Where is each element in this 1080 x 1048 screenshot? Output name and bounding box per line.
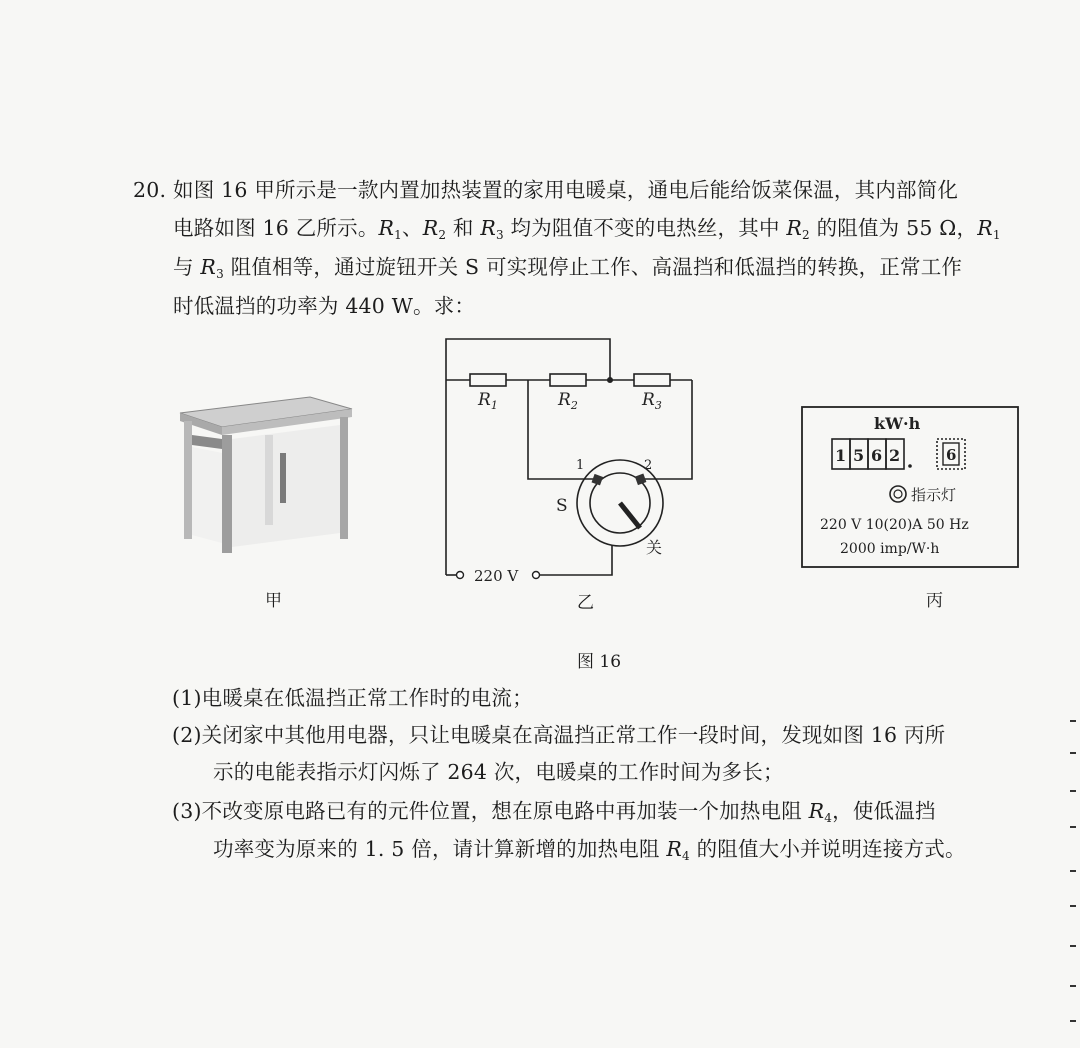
caption-jia: 甲 (265, 591, 282, 611)
scan-mark (1070, 720, 1076, 722)
caption-bing: 丙 (926, 591, 943, 611)
meter-digit-1: 1 (835, 446, 847, 465)
meter-digit-decimal: 6 (946, 446, 957, 464)
meter-indicator-label: 指示灯 (911, 486, 957, 504)
label-r2: $R_2$ (558, 390, 578, 412)
scan-mark (1070, 752, 1076, 754)
meter-digit-3: 6 (871, 446, 883, 465)
circuit-diagram (430, 325, 710, 595)
question-number: 20. (133, 178, 167, 202)
question-line-3: 与 $R_3$ 阻值相等，通过旋钮开关 S 可实现停止工作、高温挡和低温挡的转换，正常工作 (173, 255, 963, 281)
caption-yi: 乙 (577, 593, 594, 613)
meter-digit-2: 5 (853, 446, 865, 465)
subquestion-3-line-1: (3)不改变原电路已有的元件位置，想在原电路中再加装一个加热电阻 $R_4$，使低温挡 (172, 799, 936, 825)
question-line-1: 如图 16 甲所示是一款内置加热装置的家用电暖桌，通电后能给饭菜保温，其内部简化 (173, 178, 959, 202)
subquestion-3-line-2: 功率变为原来的 1. 5 倍，请计算新增的加热电阻 $R_4$ 的阻值大小并说明连接方式。 (213, 837, 966, 863)
label-switch: S (556, 496, 568, 516)
label-r1: $R_1$ (478, 390, 498, 412)
scan-mark (1070, 826, 1076, 828)
question-line-2: 电路如图 16 乙所示。$R_1$、$R_2$ 和 $R_3$ 均为阻值不变的电热丝，其中 $R_2$ 的阻值为 55 Ω，$R_1$ (173, 216, 1001, 242)
scan-mark (1070, 985, 1076, 987)
figure-group-caption: 图 16 (577, 652, 622, 672)
scan-mark (1070, 870, 1076, 872)
label-pos2: 2 (644, 458, 653, 473)
label-pos1: 1 (576, 458, 585, 473)
subquestion-1: (1)电暖桌在低温挡正常工作时的电流； (172, 686, 533, 710)
subquestion-2-line-1: (2)关闭家中其他用电器，只让电暖桌在高温挡正常工作一段时间，发现如图 16 丙所 (172, 723, 946, 747)
scan-mark (1070, 1020, 1076, 1022)
energy-meter (800, 405, 1022, 571)
heating-table-image (170, 395, 360, 555)
subquestion-2-line-2: 示的电能表指示灯闪烁了 264 次，电暖桌的工作时间为多长； (213, 760, 784, 784)
question-line-4: 时低温挡的功率为 440 W。求： (173, 294, 476, 318)
label-voltage: 220 V (474, 567, 519, 585)
scan-mark (1070, 945, 1076, 947)
scan-mark (1070, 905, 1076, 907)
meter-digit-4: 2 (889, 446, 901, 465)
meter-unit: kW·h (874, 414, 921, 433)
scan-mark (1070, 790, 1076, 792)
label-off: 关 (646, 538, 663, 557)
label-r3: $R_3$ (642, 390, 662, 412)
meter-spec-1: 220 V 10(20)A 50 Hz (820, 517, 969, 533)
meter-spec-2: 2000 imp/W·h (840, 541, 940, 557)
